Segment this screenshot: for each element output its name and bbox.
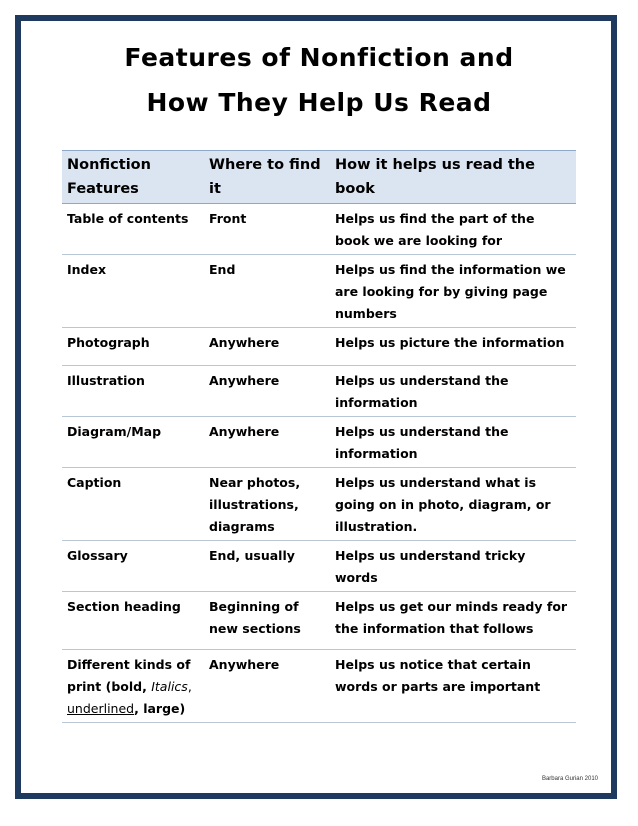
cell-how: Helps us understand tricky words	[330, 541, 576, 592]
cell-feature-print	[62, 650, 204, 723]
cell-where: Beginning of new sections	[204, 592, 330, 650]
table-row	[62, 468, 576, 541]
page-title-line1: Features of Nonfiction and	[124, 43, 514, 72]
cell-feature: Table of contents	[62, 204, 204, 255]
cell-where: Anywhere	[204, 417, 330, 468]
features-table	[62, 150, 576, 723]
table-header-row	[62, 151, 576, 204]
table-row	[62, 650, 576, 723]
cell-where: End	[204, 255, 330, 328]
cell-feature: Caption	[62, 468, 204, 541]
cell-how: Helps us understand the information	[330, 366, 576, 417]
cell-feature: Index	[62, 255, 204, 328]
page-title-line2: How They Help Us Read	[146, 88, 492, 117]
cell-feature: Section heading	[62, 592, 204, 650]
cell-how: Helps us understand the information	[330, 417, 576, 468]
cell-where: Anywhere	[204, 650, 330, 723]
cell-where: Anywhere	[204, 366, 330, 417]
author-credit: Barbara Gurian 2010	[541, 776, 598, 782]
header-features: Nonfiction Features	[62, 151, 204, 204]
cell-how: Helps us notice that certain words or parts are important	[330, 650, 576, 723]
cell-feature: Diagram/Map	[62, 417, 204, 468]
separator-text: ,	[187, 679, 192, 694]
cell-where: Near photos, illustrations, diagrams	[204, 468, 330, 541]
print-text: Different kinds of print (bold,	[67, 657, 191, 694]
cell-how: Helps us get our minds ready for the information that follows	[330, 592, 576, 650]
cell-how: Helps us picture the information	[330, 328, 576, 366]
header-where: Where to find it	[204, 151, 330, 204]
header-how: How it helps us read the book	[330, 151, 576, 204]
table-row	[62, 255, 576, 328]
cell-how: Helps us understand what is going on in photo, diagram, or illustration.	[330, 468, 576, 541]
cell-where: End, usually	[204, 541, 330, 592]
print-end-text: , large)	[134, 701, 186, 716]
underlined-text: underlined	[67, 701, 135, 716]
table-row	[62, 541, 576, 592]
table-row	[62, 204, 576, 255]
cell-where: Anywhere	[204, 328, 330, 366]
cell-feature: Glossary	[62, 541, 204, 592]
cell-how: Helps us find the part of the book we are looking for	[330, 204, 576, 255]
table-row	[62, 366, 576, 417]
italics-text: Italics	[151, 679, 188, 694]
cell-how: Helps us find the information we are looking for by giving page numbers	[330, 255, 576, 328]
table-row	[62, 592, 576, 650]
cell-where: Front	[204, 204, 330, 255]
cell-feature: Illustration	[62, 366, 204, 417]
table-row	[62, 328, 576, 366]
table-row	[62, 417, 576, 468]
cell-feature: Photograph	[62, 328, 204, 366]
